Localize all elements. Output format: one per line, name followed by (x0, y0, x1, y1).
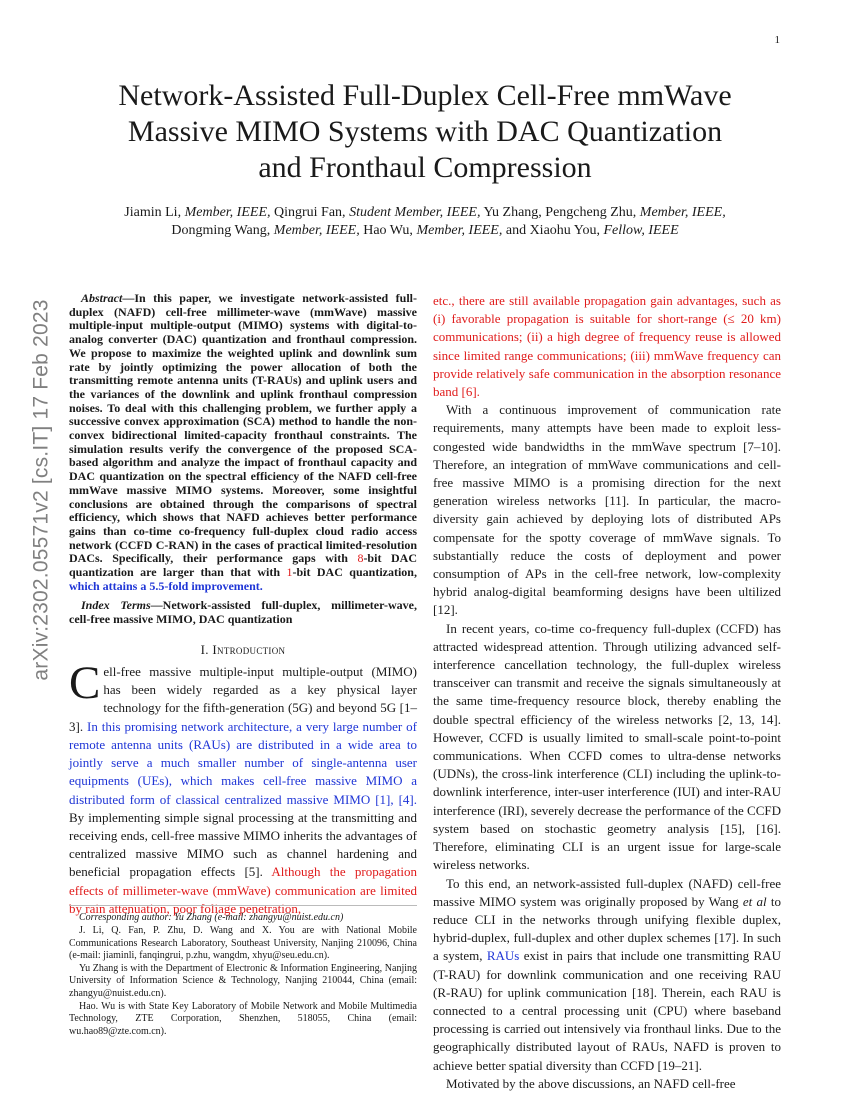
abstract-highlight: which attains a 5.5-fold improvement. (69, 578, 263, 593)
intro-text: ell-free massive multiple-input multiple-output (MIMO) has been widely regarded as a key physical layer technology for the fifth-generation (5G) and beyond 5G [1–3]. (69, 664, 417, 734)
author-line-1 (70, 204, 780, 222)
author-text: Qingrui Fan, (270, 205, 350, 220)
right-paragraph-2: In recent years, co-time co-frequency full-duplex (CCFD) has attracted widespread attention. Through utilizing advanced self-interference cancellation technology, the full-duplex wireless transceiver can transmit and receive the signals simultaneously at the same time-frequency resource block, thereby enabling the double spectral efficiency of the wireless networks [2, 13, 14]. However, CCFD is usually limited to small-scale point-to-point communications. When CCFD comes to ultra-dense networks (UDNs), the cross-link interference (CLI) including the uplink-to-downlink interference, inter-user interference (IUI) and inter-RAU interference (IRI), severely decrease the performance of the CCFD system based on stochastic geometry analysis [15], [16]. Therefore, eliminating CLI is an urgent issue for large-scale wireless networks. (433, 620, 781, 873)
right-paragraph-3 (433, 875, 781, 1075)
arxiv-stamp-text: arXiv:2302.05571v2 [cs.IT] 17 Feb 2023 (30, 299, 54, 681)
author-role: Member, IEEE, (273, 223, 360, 238)
author-role: Member, IEEE, (416, 223, 503, 238)
right-p3-highlight: RAUs (486, 948, 520, 964)
section-heading: I. Introduction (200, 641, 286, 657)
right-p3-text-c: exist in pairs that include one transmitting RAU (T-RAU) for downlink communication and one receiving RAU (R-RAU) for uplink communication [18]. Therein, each RAU is connected to a central processing unit (CPU) where baseband processing is carried out intensively via fronthaul links. Due to the geographically distributed layout of RAUs, NAFD is proven to achieve better spatial diversity than CCFD [19–21]. (433, 948, 781, 1073)
intro-highlight-red: Although the propagation effects of millimeter-wave (mmWave) communication are limited by rain attenuation, poor foliage penetration, (69, 864, 417, 916)
left-column (69, 292, 417, 918)
intro-highlight-blue: In this promising network architecture, a very large number of remote antenna units (RAUs) are distributed in a wide area to jointly serve a much smaller number of single-antenna user equipments (UEs), which makes cell-free massive MIMO a distributed form of classical centralized massive MIMO [1], [4]. (69, 718, 417, 807)
intro-paragraph-1 (69, 657, 417, 918)
author-text: Dongming Wang, (171, 223, 274, 238)
right-paragraph-4: Motivated by the above discussions, an NAFD cell-free (446, 1075, 736, 1091)
title-line-2: Massive MIMO Systems with DAC Quantization (127, 115, 723, 148)
right-paragraph-0: etc., there are still available propagation gain advantages, such as (i) favorable propagation is suitable for short-range (≤ 20 km) communications; (ii) a high degree of frequency reuse is allowed since limited range communications; (iii) mmWave frequency can provide relatively safe communication in the absorption resonance band [6]. (433, 293, 781, 400)
footnote-rule (69, 905, 417, 906)
abstract (69, 292, 417, 593)
abstract-text-end: -bit DAC quantization, (292, 565, 417, 580)
title-line-1: Network-Assisted Full-Duplex Cell-Free mmWave (118, 79, 732, 112)
index-terms-text: —Network-assisted full-duplex, millimeter-wave, cell-free massive MIMO, DAC quantization (69, 598, 417, 627)
right-column (433, 292, 781, 1093)
title-line-3: and Fronthaul Compression (258, 151, 592, 184)
footnote-corresponding: Corresponding author: Yu Zhang (e-mail: zhangyu@nuist.edu.cn) (79, 912, 344, 923)
author-text: Yu Zhang, Pengcheng Zhu, (480, 205, 640, 220)
author-list (70, 204, 780, 240)
author-role: Student Member, IEEE, (349, 205, 481, 220)
right-p3-text-b: to reduce CLI in the networks through unifying flexible duplex, hybrid-duplex, full-duplex and other duplex schemes [17]. In such a system, (433, 893, 781, 964)
author-text: Hao Wu, (359, 223, 417, 238)
footnote-affiliation-1: J. Li, Q. Fan, P. Zhu, D. Wang and X. You are with National Mobile Communications Research Laboratory, Southeast University, Nanjing 210096, China (e-mail: jiaminli, fanqingrui, p.zhu, wangdm, xhyu@seu.edu.cn). (69, 925, 417, 961)
abstract-text-mid: -bit DAC quantization are larger than that with (69, 551, 417, 580)
author-line-2 (70, 222, 780, 240)
arxiv-stamp (20, 300, 64, 680)
index-terms-label: Index Terms (81, 598, 151, 613)
right-p3-etal: et al (742, 893, 767, 909)
author-role: Member, IEEE, (639, 205, 726, 220)
footnote-affiliation-3: Hao. Wu is with State Key Laboratory of Mobile Network and Mobile Multimedia Technology, ZTE Corporation, Shenzhen, 518055, China (email: wu.hao89@zte.com.cn). (69, 1001, 417, 1037)
index-terms (69, 599, 417, 626)
author-role: Fellow, IEEE (603, 223, 679, 238)
abstract-label: Abstract (81, 291, 123, 305)
abstract-bits-1: 1 (286, 565, 293, 580)
abstract-bits-8: 8 (357, 551, 364, 566)
right-paragraph-1: With a continuous improvement of communication rate requirements, many attempts have been made to exploit less-congested wide bandwidths in the mmWave spectrum [7–10]. Therefore, an integration of mmWave communications and cell-free massive MIMO is a promising direction for the next generation wireless networks [11]. In particular, the macro-diversity gain achieved by deploying lots of distributed APs compensate for the spotty coverage of mmWave signals. To substantially reduce the costs of deployment and power consumption of APs in the cell-free network, low-complexity hybrid analog-digital beamforming designs have been ultilized [12]. (433, 402, 781, 618)
intro-text-b: By implementing simple signal processing at the transmitting and receiving ends, cell-free massive MIMO inherits the advantages of centralized massive MIMO such as channel hardening and beneficial propagation effects [5]. (69, 809, 417, 880)
author-text: Jiamin Li, (124, 205, 185, 220)
paper-title (70, 78, 780, 186)
abstract-text: —In this paper, we investigate network-assisted full-duplex (NAFD) cell-free millimeter-wave (mmWave) massive multiple-input multiple-output (MIMO) systems with digital-to-analog converter (DAC) quantization and fronthaul compression. We propose to maximize the weighted uplink and downlink sum rate by jointly optimizing the power allocation of both the transmitting remote antenna units (T-RAUs) and uplink users and the variances of the downlink and uplink fronthaul compression noises. To deal with this challenging problem, we further apply a successive convex approximation (SCA) method to handle the non-convex bidirectional limited-capacity fronthaul constraints. The simulation results verify the convergence of the proposed SCA-based algorithm and analyze the impact of fronthaul capacity and DAC quantization on the spectral efficiency of the NAFD cell-free mmWave massive MIMO systems. Moreover, some insightful conclusions are obtained through the comparisons of spectral efficiency, which shows that NAFD achieves better performance gains than co-time co-frequency full-duplex cloud radio access network (CCFD C-RAN) in the cases of practical limited-resolution DACs. Specifically, their performance gaps with (69, 291, 417, 566)
author-text: and Xiaohu You, (502, 223, 604, 238)
author-role: Member, IEEE, (184, 205, 271, 220)
page-number: 1 (774, 34, 780, 46)
footnote-affiliation-2: Yu Zhang is with the Department of Electronic & Information Engineering, Nanjing University of Information Science & Technology, Nanjing 210044, China (email: zhangyu@nuist.edu.cn). (69, 963, 417, 999)
drop-cap: C (69, 657, 101, 710)
footnotes (69, 912, 417, 1039)
right-p3-text: To this end, an network-assisted full-duplex (NAFD) cell-free massive MIMO system was originally proposed by Wang (433, 875, 781, 909)
